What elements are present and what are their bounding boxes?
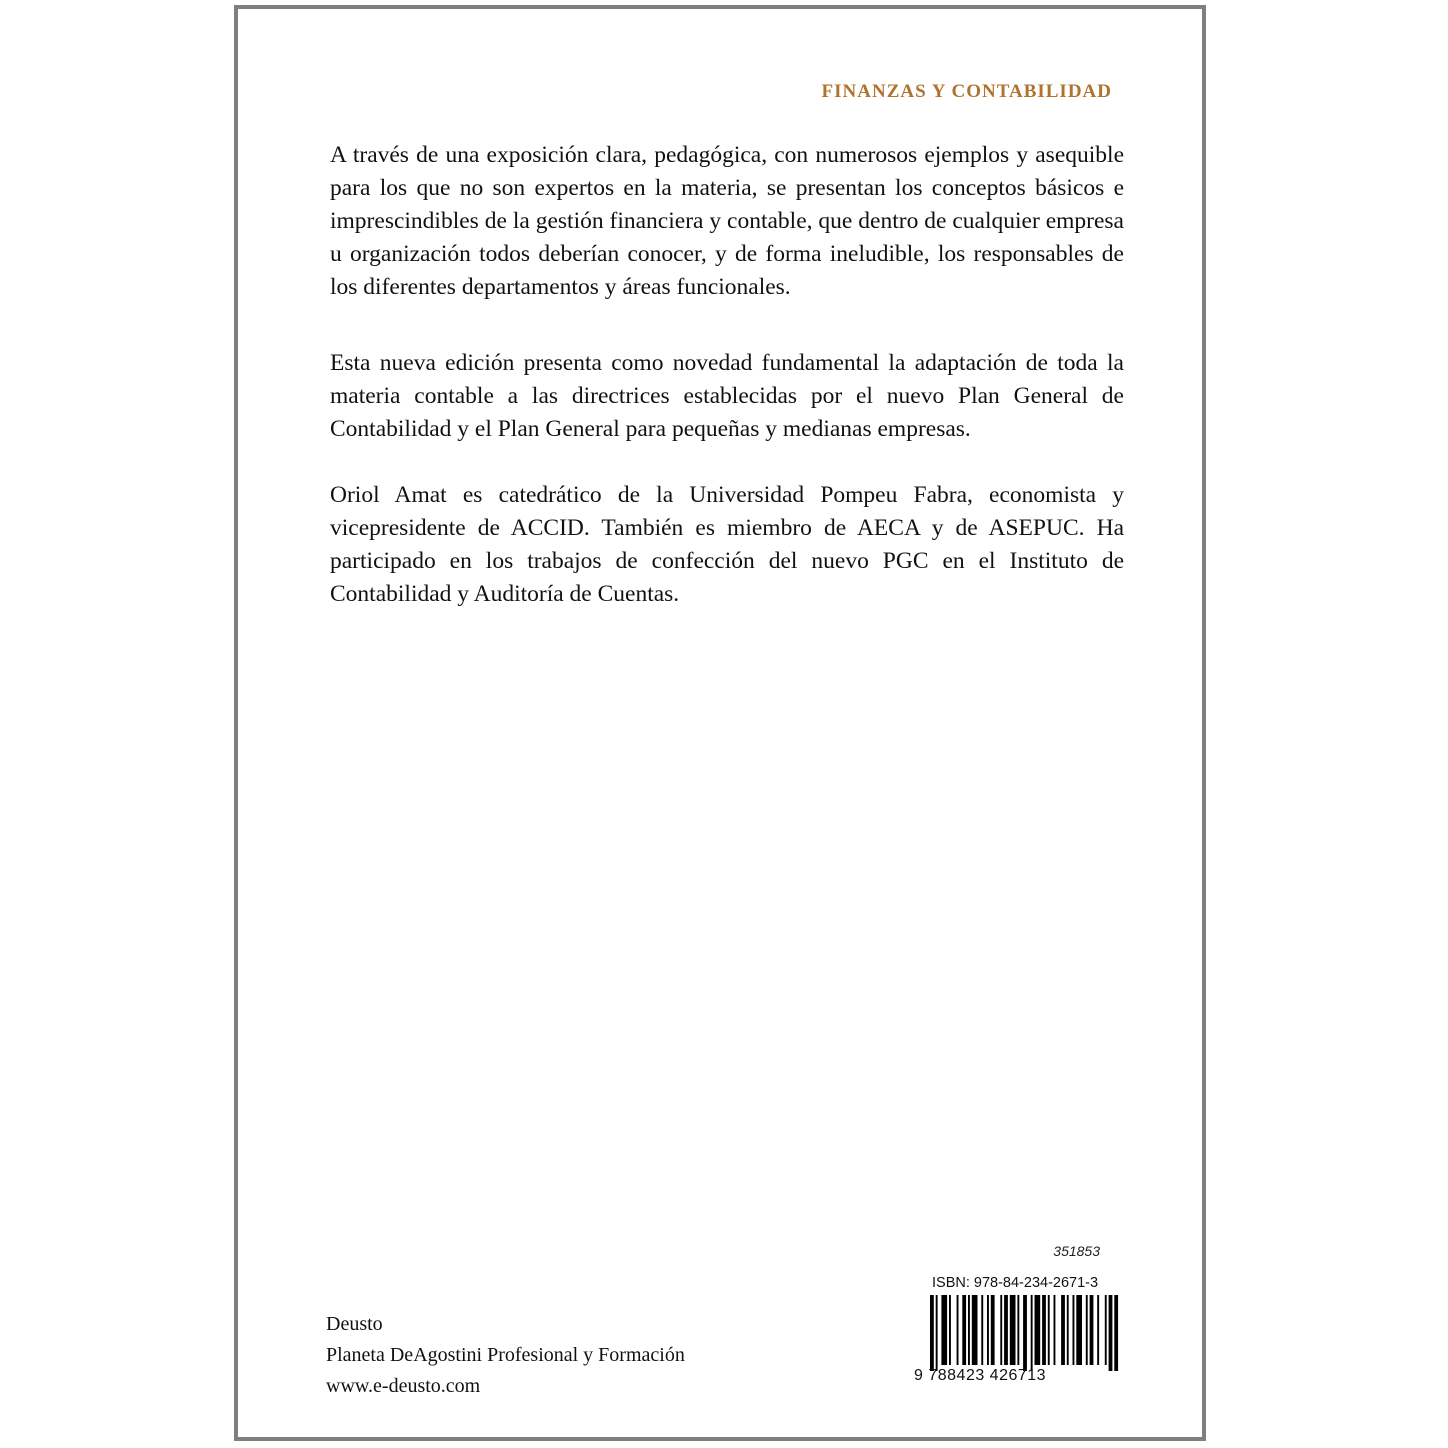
- barcode-bar: [1105, 1295, 1107, 1365]
- publisher-block: [326, 1309, 685, 1402]
- publisher-website: www.e-deusto.com: [326, 1375, 481, 1397]
- barcode-bar: [1000, 1295, 1002, 1365]
- product-code: 351853: [1053, 1243, 1100, 1259]
- barcode-bar: [1097, 1295, 1099, 1365]
- barcode-bar: [1114, 1295, 1118, 1371]
- barcode-bar: [1109, 1295, 1113, 1371]
- barcode-bar: [1073, 1295, 1075, 1365]
- barcode-bar: [1086, 1295, 1088, 1365]
- barcode-image: [930, 1295, 1120, 1371]
- barcode-bar: [1010, 1295, 1016, 1365]
- barcode-bar: [957, 1295, 959, 1365]
- publisher-name: Deusto: [326, 1313, 383, 1335]
- barcode-bar: [936, 1295, 938, 1371]
- barcode-bar: [972, 1295, 978, 1365]
- barcode-bar: [1067, 1295, 1069, 1365]
- barcode-bar: [1076, 1295, 1082, 1365]
- barcode-bar: [949, 1295, 951, 1365]
- series-title: FINANZAS Y CONTABILIDAD: [821, 81, 1112, 102]
- barcode-digits: 9 788423 426713: [914, 1367, 1047, 1384]
- barcode-bar: [1035, 1295, 1041, 1365]
- barcode-bar: [1061, 1295, 1065, 1365]
- barcode-bar: [1004, 1295, 1008, 1365]
- description-paragraph-2: Esta nueva edición presenta como novedad fundamental la adaptación de toda la materia contable a las directrices establecidas por el nuevo Plan General de Contabilidad y el Plan General para pequeñas y medianas empresas.: [330, 350, 1124, 442]
- barcode-bar: [1023, 1295, 1027, 1371]
- barcode-bar: [1042, 1295, 1046, 1365]
- barcode-bar: [930, 1295, 934, 1371]
- author-bio: Oriol Amat es catedrático de la Universidad Pompeu Fabra, economista y vicepresidente de ACCID. También es miembro de AECA y de ASEPUC. Ha participado en los trabajos de confección del nuevo PGC en el Instituto de Contabilidad y Auditoría de Cuentas.: [330, 482, 1124, 607]
- isbn-label: ISBN: 978-84-234-2671-3: [932, 1275, 1099, 1291]
- barcode-bar: [981, 1295, 983, 1365]
- barcode-bar: [1017, 1295, 1019, 1365]
- barcode-bar: [962, 1295, 966, 1365]
- barcode-bar: [1090, 1295, 1094, 1365]
- back-cover: [234, 5, 1206, 1441]
- barcode-bar: [941, 1295, 947, 1365]
- publisher-imprint: Planeta DeAgostini Profesional y Formación: [326, 1344, 685, 1366]
- description-paragraph-1: A través de una exposición clara, pedagógica, con numerosos ejemplos y asequible para los que no son expertos en la materia, se presentan los conceptos básicos e imprescindibles de la gestión financiera y contable, que dentro de cualquier empresa u organización todos deberían conocer, y de forma ineludible, los responsables de los diferentes departamentos y áreas funcionales.: [330, 142, 1124, 300]
- barcode-bar: [968, 1295, 970, 1365]
- barcode-bar: [1031, 1295, 1033, 1371]
- barcode-bar: [1054, 1295, 1056, 1365]
- barcode-bar: [1048, 1295, 1050, 1365]
- barcode-bar: [991, 1295, 995, 1365]
- barcode-bar: [987, 1295, 989, 1365]
